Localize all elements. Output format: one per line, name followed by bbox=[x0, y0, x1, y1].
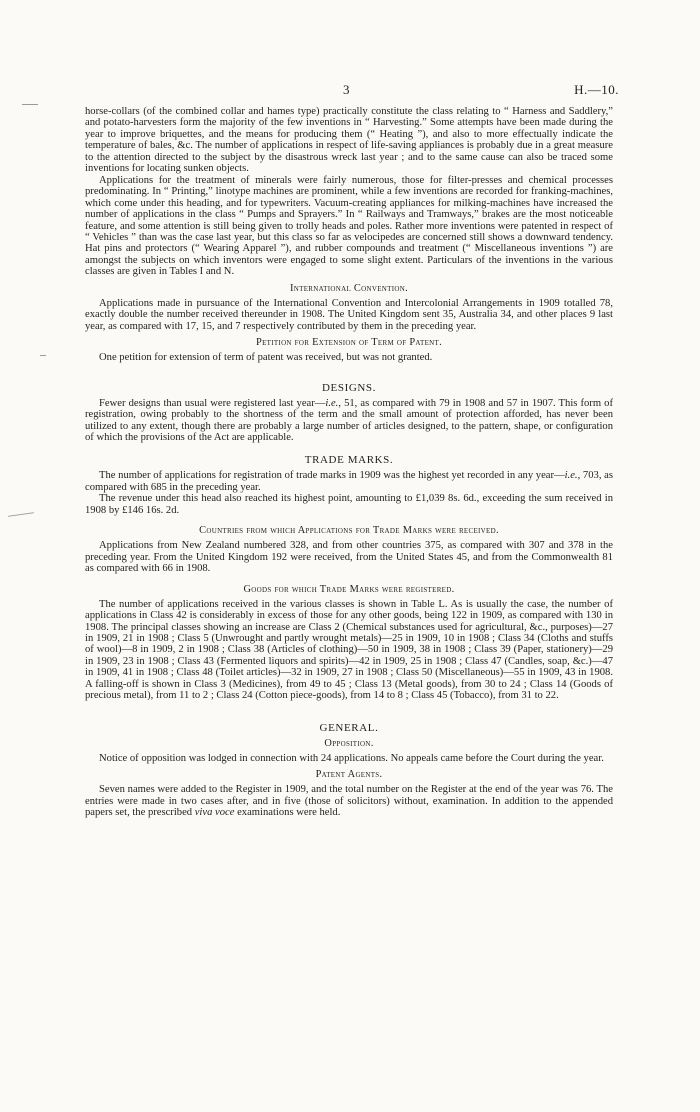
section-heading: TRADE MARKS. bbox=[304, 454, 394, 467]
margin-mark bbox=[40, 355, 46, 356]
document-page bbox=[85, 82, 619, 819]
section-heading: GENERAL. bbox=[319, 721, 379, 734]
text-run: Seven names were added to the Register in 1909, and the total number on the Register at the end of the year was 76. The entries were made in two cases after, and in five (those of solicitors) without, examination. In addition to the appended papers set, the prescribed bbox=[85, 784, 613, 819]
paragraph: horse-collars (of the combined collar and hames type) practically constitute the class relating to “ Harness and Saddlery,” and potato-harvesters form the majority of the few inventions in “ Harvesting.” Some attempts have been made during the year to improve briquettes, and the means for producing them (“ Heating ”), and also to more effectually indicate the temperature of bales, &c. The number of applications in respect of life-saving appliances is probably due in a great measure to the attention directed to the subject by the disastrous wreck last year ; and to the same cause can also be traced some inventions for locating sunken objects. bbox=[85, 106, 613, 175]
paragraph: Notice of opposition was lodged in connection with 24 applications. No appeals came before the Court during the year. bbox=[99, 752, 604, 764]
section-heading: DESIGNS. bbox=[322, 381, 376, 394]
text-run: i.e. bbox=[325, 397, 339, 409]
paragraph: Applications made in pursuance of the International Convention and Intercolonial Arrangements in 1909 totalled 78, exactly double the number received thereunder in 1908. The United Kingdom sent 35, Australia 34, and other places 9 last year, as compared with 17, 15, and 7 respectively contributed by them in the preceding year. bbox=[85, 297, 613, 332]
text-run: Fewer designs than usual were registered last year— bbox=[99, 397, 326, 409]
text-run: , 703, as compared with 685 in the preceding year. bbox=[85, 470, 613, 493]
document-reference: H.—10. bbox=[574, 82, 619, 97]
text-run: examinations were held. bbox=[234, 807, 341, 819]
text-run: , 51, as compared with 79 in 1908 and 57 in 1907. This form of registration, owing probably to the shortness of the term and the small amount of protection afforded, has never been utilized to any extent, though there are probably a large number of articles designed, to the pattern, shape, or configuration of which the provisions of the Act are applicable. bbox=[85, 397, 613, 443]
paragraph bbox=[85, 784, 613, 818]
page-header bbox=[85, 82, 619, 106]
paragraph bbox=[85, 470, 613, 493]
margin-mark bbox=[8, 512, 34, 517]
paragraph: One petition for extension of term of patent was received, but was not granted. bbox=[99, 352, 433, 364]
section-heading: International Convention. bbox=[290, 282, 408, 294]
section-heading: Opposition. bbox=[324, 737, 374, 749]
margin-mark bbox=[22, 104, 38, 105]
section-heading: Countries from which Applications for Trade Marks were received. bbox=[199, 525, 499, 537]
page-number: 3 bbox=[343, 82, 350, 97]
paragraph: The number of applications received in the various classes is shown in Table L. As is usually the case, the number of applications in Class 42 is considerably in excess of those for any other goods, being 122 in 1909, as compared with 130 in 1908. The principal classes showing an increase are Class 2 (Chemical substances used for agricultural, &c., purposes)—27 in 1909, 21 in 1908 ; Class 5 (Unwrought and partly wrought metals)—25 in 1909, 10 in 1908 ; Class 34 (Cloths and stuffs of wool)—8 in 1909, 2 in 1908 ; Class 38 (Articles of clothing)—50 in 1909, 38 in 1908 ; Class 39 (Paper, stationery)—29 in 1909, 23 in 1908 ; Class 43 (Fermented liquors and spirits)—42 in 1909, 25 in 1908 ; Class 47 (Candles, soap, &c.)—47 in 1909, 41 in 1908 ; Class 48 (Toilet articles)—32 in 1909, 27 in 1908 ; Class 50 (Miscellaneous)—55 in 1909, 43 in 1908. A falling-off is shown in Class 3 (Medicines), from 49 to 45 ; Class 13 (Metal goods), from 30 to 24 ; Class 14 (Goods of precious metal), from 11 to 2 ; Class 24 (Cotton piece-goods), from 14 to 8 ; Class 45 (Tobacco), from 31 to 22. bbox=[85, 598, 613, 702]
section-heading: Goods for which Trade Marks were registered. bbox=[243, 583, 455, 595]
section-heading: Patent Agents. bbox=[315, 769, 383, 781]
section-heading: Petition for Extension of Term of Patent. bbox=[256, 337, 442, 349]
paragraph: Applications for the treatment of minerals were fairly numerous, those for filter-presses and chemical processes predominating. In “ Printing,” linotype machines are prominent, while a few inventions are recorded for franking-machines, which come under this heading, and for typewriters. Vacuum-creating appliances for milking-machines have increased the number of applications in the class “ Pumps and Sprayers.” In “ Railways and Tramways,” brakes are the most noticeable feature, and some attention is still being given to trolly heads and poles. Rather more inventions were patented in respect of “ Vehicles ” than was the case last year, but this class so far as velocipedes are concerned still shows a downward tendency. Hat pins and protectors (“ Wearing Apparel ”), and rubber compounds and treatment (“ Miscellaneous inventions ”) are amongst the subjects on which inventors were engaged to some slight extent. Particulars of the inventions in the various classes are given in Tables I and N. bbox=[85, 174, 613, 278]
text-run: i.e. bbox=[564, 470, 578, 482]
text-run: The number of applications for registration of trade marks in 1909 was the highest yet recorded in any year— bbox=[99, 470, 565, 482]
paragraph bbox=[85, 398, 613, 444]
text-run: viva voce bbox=[194, 807, 235, 819]
paragraph: The revenue under this head also reached its highest point, amounting to £1,039 8s. 6d., exceeding the sum received in 1908 by £146 16s. 2d. bbox=[85, 493, 613, 516]
paragraph: Applications from New Zealand numbered 328, and from other countries 375, as compared with 307 and 378 in the preceding year. From the United Kingdom 192 were received, from the United States 45, and from the Commonwealth 81 as compared with 66 in 1908. bbox=[85, 540, 613, 575]
